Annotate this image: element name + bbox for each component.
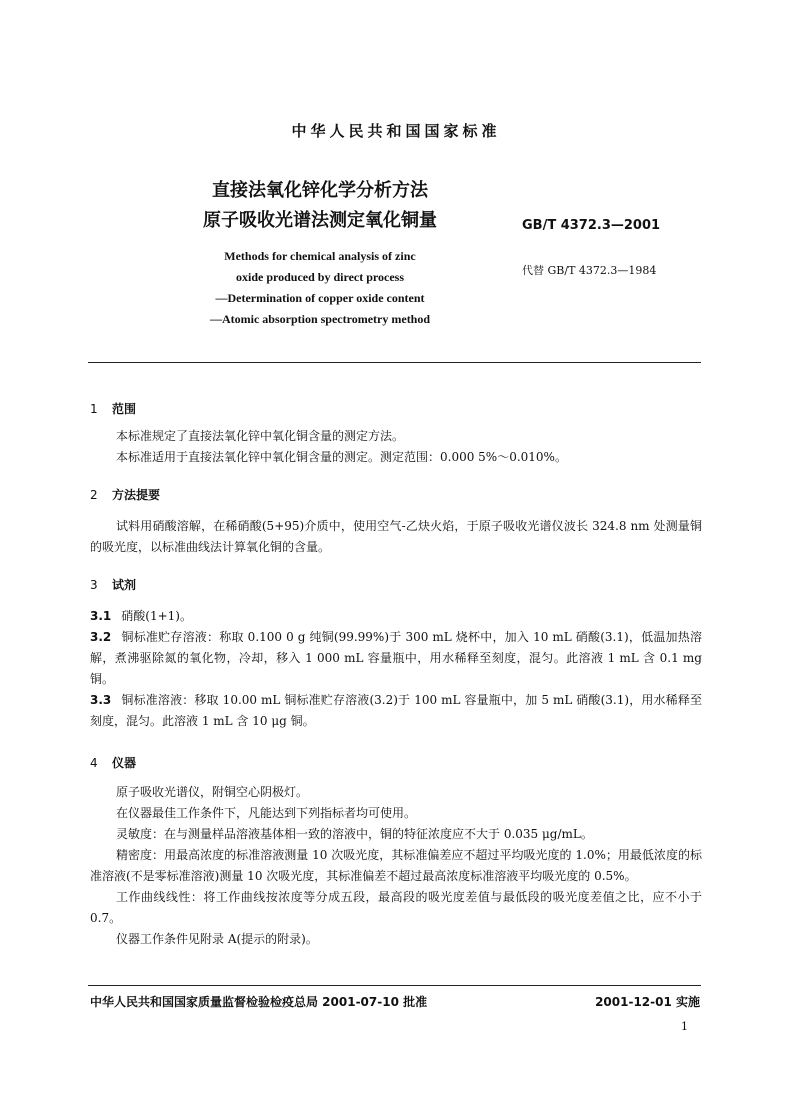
section-2-heading (90, 486, 160, 503)
section-title: 方法提要 (112, 488, 161, 502)
clause-number: 3.2 (90, 630, 112, 644)
section-title: 试剂 (112, 578, 137, 592)
replaces-standard: 代替 GB/T 4372.3—1984 (522, 264, 657, 277)
footer-divider (88, 985, 701, 986)
approval-line: 中华人民共和国国家质量监督检验检疫总局 2001-07-10 批准 (90, 995, 428, 1009)
section-number: 1 (90, 402, 98, 416)
paragraph: 本标准适用于直接法氧化锌中氧化铜含量的测定。测定范围：0.000 5%～0.010%。 (116, 450, 567, 464)
nation-standard-heading: 中华人民共和国国家标准 (291, 122, 501, 140)
paragraph: 仪器工作条件见附录 A(提示的附录)。 (116, 932, 318, 946)
implementation-date: 2001-12-01 实施 (595, 995, 700, 1009)
clause-text: 铜标准溶液：移取 10.00 mL 铜标准贮存溶液(3.2)于 100 mL 容量瓶中，加 5 mL 硝酸(3.1)，用水稀释至刻度，混匀。此溶液 1 mL 含 10 μg 铜。 (90, 693, 702, 728)
paragraph: 试料用硝酸溶解，在稀硝酸(5+95)介质中，使用空气-乙炔火焰，于原子吸收光谱仪波长 324.8 nm 处测量铜的吸光度，以标准曲线法计算氧化铜的含量。 (90, 519, 702, 554)
english-title-line: Methods for chemical analysis of zinc (224, 249, 416, 263)
section-4-body (90, 782, 702, 950)
clause-3-3 (90, 690, 702, 732)
section-1-heading (90, 400, 136, 417)
paragraph: 灵敏度：在与测量样品溶液基体相一致的溶液中，铜的特征浓度应不大于 0.035 μg/mL。 (116, 827, 593, 841)
paragraph: 本标准规定了直接法氧化锌中氧化铜含量的测定方法。 (116, 429, 405, 443)
section-number: 2 (90, 488, 98, 502)
clause-text: 硝酸(1+1)。 (121, 609, 192, 623)
section-2-body (90, 516, 702, 558)
english-title-line: —Atomic absorption spectrometry method (209, 312, 431, 326)
page-number: 1 (681, 1020, 688, 1033)
clause-number: 3.3 (90, 693, 112, 707)
section-number: 4 (90, 756, 98, 770)
english-title (160, 246, 480, 330)
standard-number: GB/T 4372.3—2001 (522, 218, 661, 233)
chinese-title-line-2: 原子吸收光谱法测定氧化铜量 (203, 210, 437, 231)
paragraph: 在仪器最佳工作条件下，凡能达到下列指标者均可使用。 (116, 806, 417, 820)
chinese-title-line-1: 直接法氧化锌化学分析方法 (212, 180, 428, 201)
header-divider (88, 362, 701, 363)
section-1-body (90, 426, 702, 468)
english-title-line: oxide produced by direct process (235, 270, 404, 284)
paragraph: 工作曲线线性：将工作曲线按浓度等分成五段，最高段的吸光度差值与最低段的吸光度差值之比，应不小于 0.7。 (90, 890, 702, 925)
paragraph: 原子吸收光谱仪，附铜空心阴极灯。 (116, 785, 309, 799)
clause-3-2 (90, 627, 702, 690)
clause-3-1 (90, 606, 702, 627)
section-number: 3 (90, 578, 98, 592)
section-3-heading (90, 576, 136, 593)
section-title: 仪器 (112, 756, 137, 770)
section-title: 范围 (112, 402, 137, 416)
section-4-heading (90, 754, 136, 771)
english-title-line: —Determination of copper oxide content (215, 291, 425, 305)
paragraph: 精密度：用最高浓度的标准溶液测量 10 次吸光度，其标准偏差应不超过平均吸光度的 1.0%；用最低浓度的标准溶液(不是零标准溶液)测量 10 次吸光度，其标准偏差不超过最高浓度标准溶液平均吸光度的 0.5%。 (90, 848, 702, 883)
section-3-body (90, 606, 702, 732)
clause-text: 铜标准贮存溶液：称取 0.100 0 g 纯铜(99.99%)于 300 mL 烧杯中，加入 10 mL 硝酸(3.1)，低温加热溶解，煮沸驱除氮的氧化物，冷却，移入 1 000 mL 容量瓶中，用水稀释至刻度，混匀。此溶液 1 mL 含 0.1 mg 铜。 (90, 630, 702, 686)
clause-number: 3.1 (90, 609, 112, 623)
